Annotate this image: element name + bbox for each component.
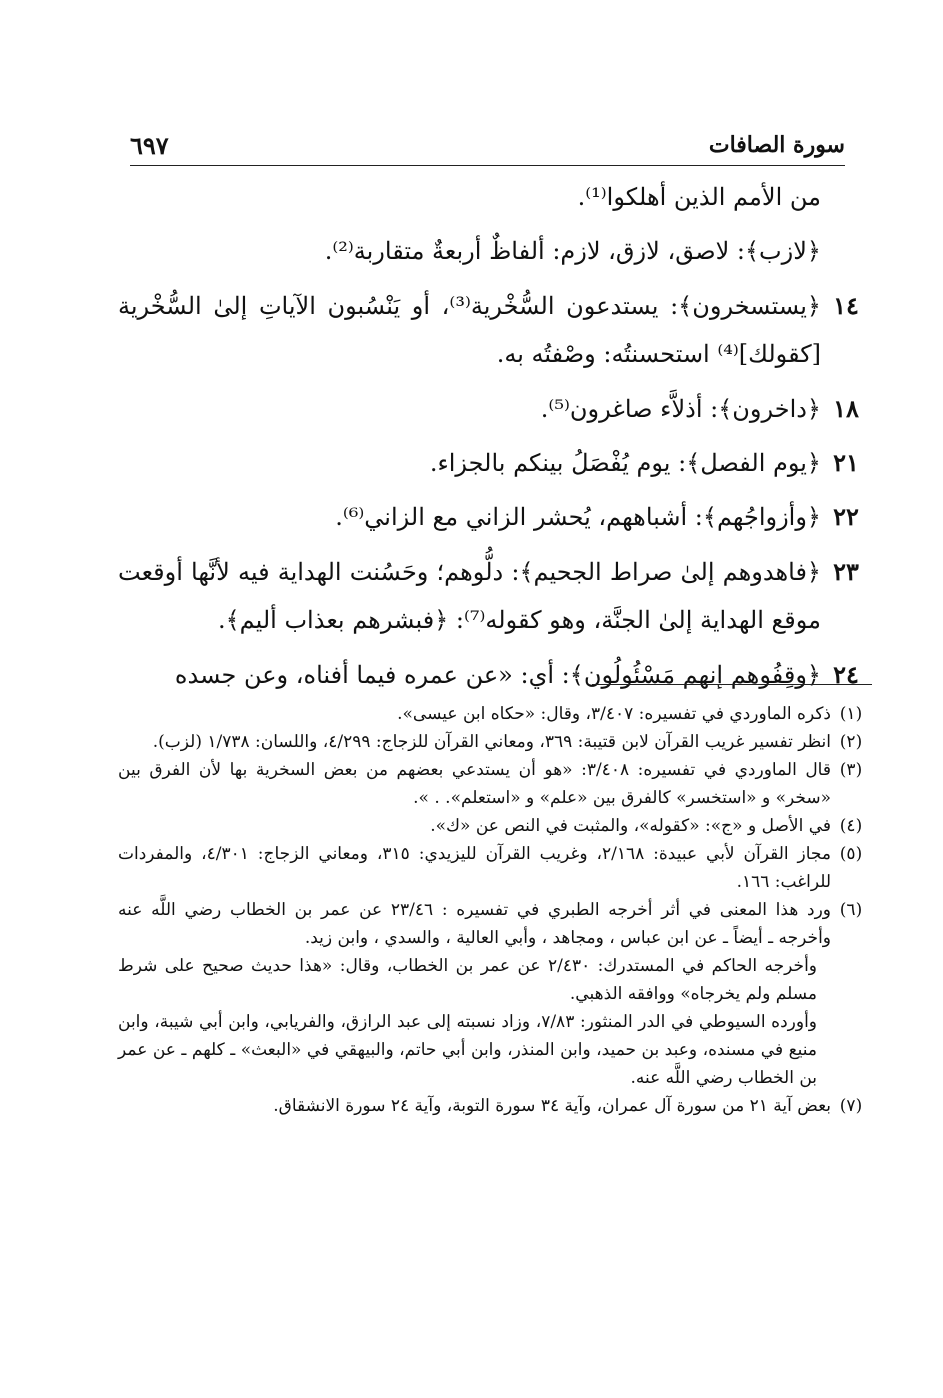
entry-1 <box>118 224 871 278</box>
footnote-text: مجاز القرآن لأبي عبيدة: ٢/١٦٨، وغريب القرآن لليزيدي: ٣١٥، ومعاني الزجاج: ٤/٣٠١، والمفردات للراغب: ١٦٦. <box>118 844 832 892</box>
footnote-number: (٤) <box>839 816 863 836</box>
entry-4 <box>118 436 871 490</box>
footnotes <box>118 700 871 1120</box>
footnote-6 <box>118 896 871 952</box>
verse-number: ٢٢ <box>833 502 859 531</box>
footnote-number: (٥) <box>839 844 863 864</box>
footnote-divider <box>592 684 872 685</box>
entry-text: ﴿لازب﴾: لاصق، لازق، لازم: ألفاظٌ أربعةٌ متقاربة⁽²⁾. <box>324 237 821 265</box>
footnote-text: في الأصل و «ج»: «كقوله»، والمثبت في النص عن «ك». <box>430 816 831 836</box>
entry-7 <box>118 648 871 702</box>
footnote-number: (١) <box>839 704 863 724</box>
footnote-number: (٢) <box>839 732 863 752</box>
surah-title: سورة الصافات <box>708 132 845 158</box>
verse-number: ٢١ <box>833 448 859 477</box>
footnote-text: وأخرجه الحاكم في المستدرك: ٢/٤٣٠ عن عمر بن الخطاب، وقال: «هذا حديث صحيح على شرط مسلم ولم يخرجاه» ووافقه الذهبي. <box>118 956 817 1004</box>
entry-3 <box>118 382 871 436</box>
footnote-number: (٦) <box>839 900 863 920</box>
footnote-5 <box>118 840 871 896</box>
footnote-text: ورد هذا المعنى في أثر أخرجه الطبري في تفسيره : ٢٣/٤٦ عن عمر بن الخطاب رضي اللَّه عنه وأخرجه ـ أيضاً ـ عن ابن عباس ، ومجاهد ، وأبي العالية ، والسدي ، وابن زيد. <box>118 900 831 948</box>
footnote-text: ذكره الماوردي في تفسيره: ٣/٤٠٧، وقال: «حكاه ابن عيسى». <box>397 704 831 724</box>
entry-6 <box>118 548 871 644</box>
footnote-number: (٣) <box>839 760 863 780</box>
footnote-2 <box>118 728 871 756</box>
entry-text: ﴿فاهدوهم إلىٰ صراط الجحيم﴾: دلُّوهم؛ وحَسُنت الهداية فيه لأنَّها أوقعت موقع الهداية إلىٰ الجنَّة، وهو كقوله⁽⁷⁾: ﴿فبشرهم بعذاب أليم﴾. <box>118 558 821 634</box>
footnote-6-continued <box>118 952 871 1008</box>
footnote-text: انظر تفسير غريب القرآن لابن قتيبة: ٣٦٩، ومعاني القرآن للزجاج: ٤/٢٩٩، واللسان: ١/٧٣٨ (لزب). <box>152 732 831 752</box>
entry-text: ﴿وقِفُوهم إنهم مَسْئُولُون﴾: أي: «عن عمره فيما أفناه، وعن جسده <box>174 661 821 689</box>
footnote-text: قال الماوردي في تفسيره: ٣/٤٠٨: «هو أن يستدعي بعضهم من بعض السخرية بها لأن الفرق بين «سخر» و «استخسر» كالفرق بين «علم» و «استعلم». . ». <box>118 760 831 808</box>
entry-2 <box>118 282 871 378</box>
entry-text: ﴿داخرون﴾: أذلاَّء صاغرون⁽⁵⁾. <box>540 395 821 423</box>
entry-0 <box>118 170 871 224</box>
entry-text: ﴿يستسخرون﴾: يستدعون السُّخْرية⁽³⁾، أو يَنْسُبون الآياتِ إلىٰ السُّخْرية [كقولك]⁽⁴⁾ استحسنتُه: وصْفتُه به. <box>118 292 821 368</box>
verse-number: ٢٣ <box>833 557 859 586</box>
footnote-7 <box>118 1092 871 1120</box>
verse-number: ٢٤ <box>833 660 859 689</box>
entry-text: ﴿يوم الفصل﴾: يوم يُفْصَلُ بينكم بالجزاء. <box>429 449 821 477</box>
entry-text: ﴿وأزواجُهم﴾: أشباههم، يُحشر الزاني مع الزاني⁽⁶⁾. <box>335 503 821 531</box>
main-text <box>118 170 871 702</box>
footnote-6-continued <box>118 1008 871 1092</box>
verse-number: ١٨ <box>833 394 859 423</box>
page-number: ٦٩٧ <box>130 130 169 160</box>
footnote-4 <box>118 812 871 840</box>
footnote-number: (٧) <box>839 1096 863 1116</box>
footnote-3 <box>118 756 871 812</box>
page-header <box>130 125 845 166</box>
verse-number: ١٤ <box>833 291 859 320</box>
entry-5 <box>118 490 871 544</box>
footnote-1 <box>118 700 871 728</box>
entry-text: من الأمم الذين أهلكوا⁽¹⁾. <box>577 183 821 211</box>
footnote-text: وأورده السيوطي في الدر المنثور: ٧/٨٣، وزاد نسبته إلى عبد الرازق، والفريابي، وابن أبي شيبة، وابن منيع في مسنده، وعبد بن حميد، وابن المنذر، وابن أبي حاتم، والبيهقي في «البعث» ـ كلهم ـ عن عمر بن الخطاب رضي اللَّه عنه. <box>118 1012 817 1088</box>
footnote-text: بعض آية ٢١ من سورة آل عمران، وآية ٣٤ سورة التوبة، وآية ٢٤ سورة الانشقاق. <box>273 1096 831 1116</box>
